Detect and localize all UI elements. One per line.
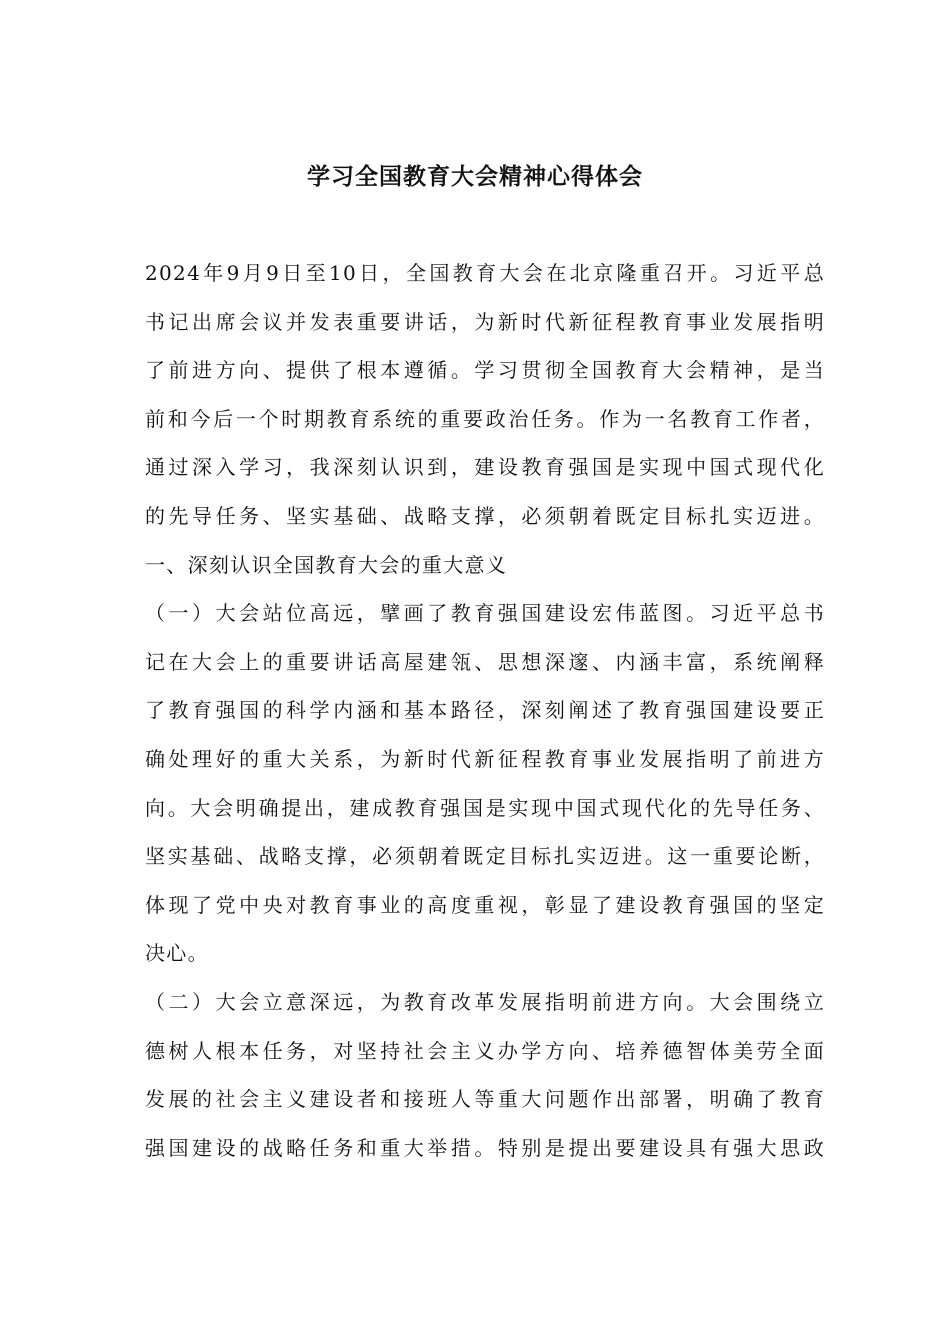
text-line: 了教育强国的科学内涵和基本路径，深刻阐述了教育强国建设要正 [145,698,825,723]
document-body [145,249,825,1172]
text-line: （一）大会站位高远，擘画了教育强国建设宏伟蓝图。习近平总书 [145,601,825,626]
text-line: 了前进方向、提供了根本遵循。学习贯彻全国教育大会精神，是当 [145,358,825,383]
text-line: 确处理好的重大关系，为新时代新征程教育事业发展指明了前进方 [145,746,825,771]
text-line: （二）大会立意深远，为教育改革发展指明前进方向。大会围绕立 [145,989,825,1014]
page-title: 学习全国教育大会精神心得体会 [307,163,643,190]
text-line: 发展的社会主义建设者和接班人等重大问题作出部署，明确了教育 [145,1087,825,1112]
text-line: 记在大会上的重要讲话高屋建瓴、思想深邃、内涵丰富，系统阐释 [145,649,825,674]
text-line: 通过深入学习，我深刻认识到，建设教育强国是实现中国式现代化 [145,455,825,480]
text-line: 体现了党中央对教育事业的高度重视，彰显了建设教育强国的坚定 [145,892,825,917]
text-line: 决心。 [145,941,209,966]
text-line: 向。大会明确提出，建成教育强国是实现中国式现代化的先导任务、 [145,795,825,820]
text-line: 前和今后一个时期教育系统的重要政治任务。作为一名教育工作者， [145,406,825,431]
text-line: 德树人根本任务，对坚持社会主义办学方向、培养德智体美劳全面 [145,1038,825,1063]
text-line: 2024年9月9日至10日，全国教育大会在北京隆重召开。习近平总 [145,261,825,285]
text-line: 书记出席会议并发表重要讲话，为新时代新征程教育事业发展指明 [145,309,825,334]
text-line: 强国建设的战略任务和重大举措。特别是提出要建设具有强大思政 [145,1135,825,1160]
text-line: 的先导任务、坚实基础、战略支撑，必须朝着既定目标扎实迈进。 [145,503,825,528]
section-heading: 一、深刻认识全国教育大会的重大意义 [145,552,508,577]
text-line: 坚实基础、战略支撑，必须朝着既定目标扎实迈进。这一重要论断， [145,844,825,869]
